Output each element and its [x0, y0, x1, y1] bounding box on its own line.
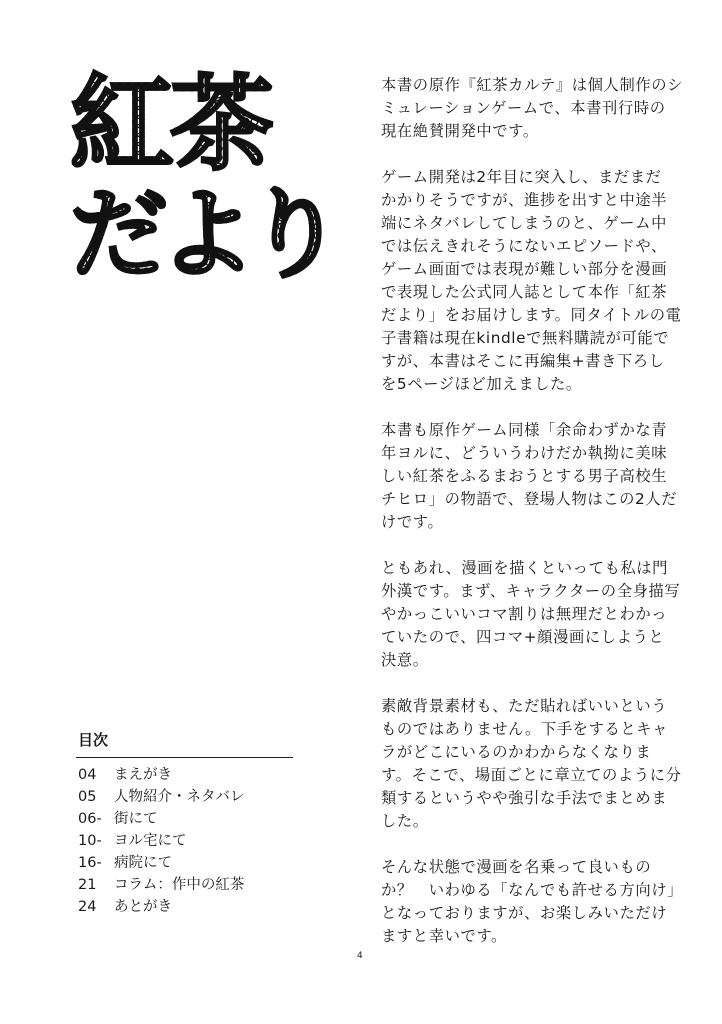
paragraph — [381, 856, 684, 948]
text-line: 素敵背景素材も、ただ貼ればいいという — [381, 697, 668, 715]
toc-page: 05 — [78, 789, 97, 805]
toc-item — [76, 874, 293, 896]
toc-page: 21 — [78, 877, 97, 893]
toc-page: 10- — [78, 833, 102, 849]
text-line: ていたので、四コマ+顔漫画にしようと — [381, 628, 665, 646]
toc-heading: 目次 — [78, 731, 109, 749]
text-line: 端にネタバレしてしまうのと、ゲーム中 — [381, 214, 667, 232]
toc-page: 24 — [78, 899, 97, 915]
text-line: 本書も原作ゲーム同様「余命わずかな青 — [381, 421, 668, 439]
page-number: 4 — [357, 951, 363, 961]
toc-label: 街にて — [114, 811, 158, 827]
text-line: となっておりますが、お楽しみいただけ — [381, 904, 668, 922]
toc-item — [76, 786, 293, 808]
toc-item — [76, 852, 293, 874]
paragraph — [381, 419, 681, 534]
text-line: すが、本書はそこに再編集+書き下ろし — [381, 352, 665, 370]
toc-item — [76, 896, 293, 918]
toc-item — [76, 830, 293, 852]
text-line: では伝えきれそうにないエピソードや、 — [381, 237, 667, 255]
text-line: 現在絶賛開発中です。 — [381, 122, 539, 140]
text-line: ともあれ、漫画を描くといっても私は門 — [381, 559, 669, 577]
title-line-1: 紅茶 — [70, 63, 271, 185]
toc-item — [76, 808, 293, 830]
toc-item — [76, 764, 293, 786]
text-line: ものではありません。下手をするとキャ — [381, 720, 669, 738]
text-line: ますと幸いです。 — [381, 927, 507, 945]
text-line: す。そこで、場面ごとに章立てのように分 — [381, 766, 682, 784]
toc-label: コラム：作中の紅茶 — [114, 877, 245, 893]
text-line: 外漢です。まず、キャラクターの全身描写 — [381, 582, 681, 600]
toc-page: 16- — [78, 855, 102, 871]
toc-label: 病院にて — [114, 855, 172, 871]
paragraph — [381, 166, 681, 396]
text-line: けです。 — [381, 513, 444, 531]
text-line: しい紅茶をふるまおうとする男子高校生 — [381, 467, 668, 485]
table-of-contents — [76, 729, 293, 918]
text-line: を5ページほど加えました。 — [381, 375, 582, 393]
paragraph — [381, 74, 684, 143]
title-line-2: だより — [70, 178, 335, 292]
text-line: した。 — [381, 812, 429, 830]
text-line: ミュレーションゲームで、本書刊行時の — [381, 99, 666, 117]
toc-label: あとがき — [114, 899, 172, 915]
toc-label: ヨル宅にて — [114, 833, 187, 849]
text-line: 類するというやや強引な手法でまとめま — [381, 789, 668, 807]
toc-page: 06- — [78, 811, 102, 827]
paragraph — [381, 557, 681, 672]
text-line: だより」をお届けします。同タイトルの電 — [381, 306, 682, 324]
toc-page: 04 — [78, 767, 97, 783]
foreword-body — [381, 74, 684, 971]
text-line: かかりそうですが、進捗を出すと中途半 — [381, 191, 668, 209]
text-line: やかっこいいコマ割りは無理だとわかっ — [381, 605, 668, 623]
text-line: チヒロ」の物語で、登場人物はこの2人だ — [381, 490, 678, 508]
text-line: で表現した公式同人誌として本作「紅茶 — [381, 283, 668, 301]
text-line: ラがどこにいるのかわからなくなりま — [381, 743, 652, 761]
toc-list — [76, 764, 293, 918]
paragraph — [381, 695, 681, 833]
text-line: 決意。 — [381, 651, 429, 669]
text-line: ゲーム開発は2年目に突入し、まだまだ — [381, 168, 662, 186]
toc-label: まえがき — [114, 767, 172, 783]
toc-divider — [76, 757, 293, 758]
text-line: 本書の原作『紅茶カルテ』は個人制作のシ — [381, 76, 684, 94]
text-line: 年ヨルに、どういうわけだか執拗に美味 — [381, 444, 668, 462]
text-line: そんな状態で漫画を名乗って良いもの — [381, 858, 652, 876]
text-line: か？ いわゆる「なんでも許せる方向け」 — [381, 881, 684, 899]
text-line: 子書籍は現在kindleで無料購読が可能で — [381, 329, 670, 347]
text-line: ゲーム画面では表現が難しい部分を漫画 — [381, 260, 668, 278]
toc-label: 人物紹介・ネタバレ — [114, 789, 245, 805]
